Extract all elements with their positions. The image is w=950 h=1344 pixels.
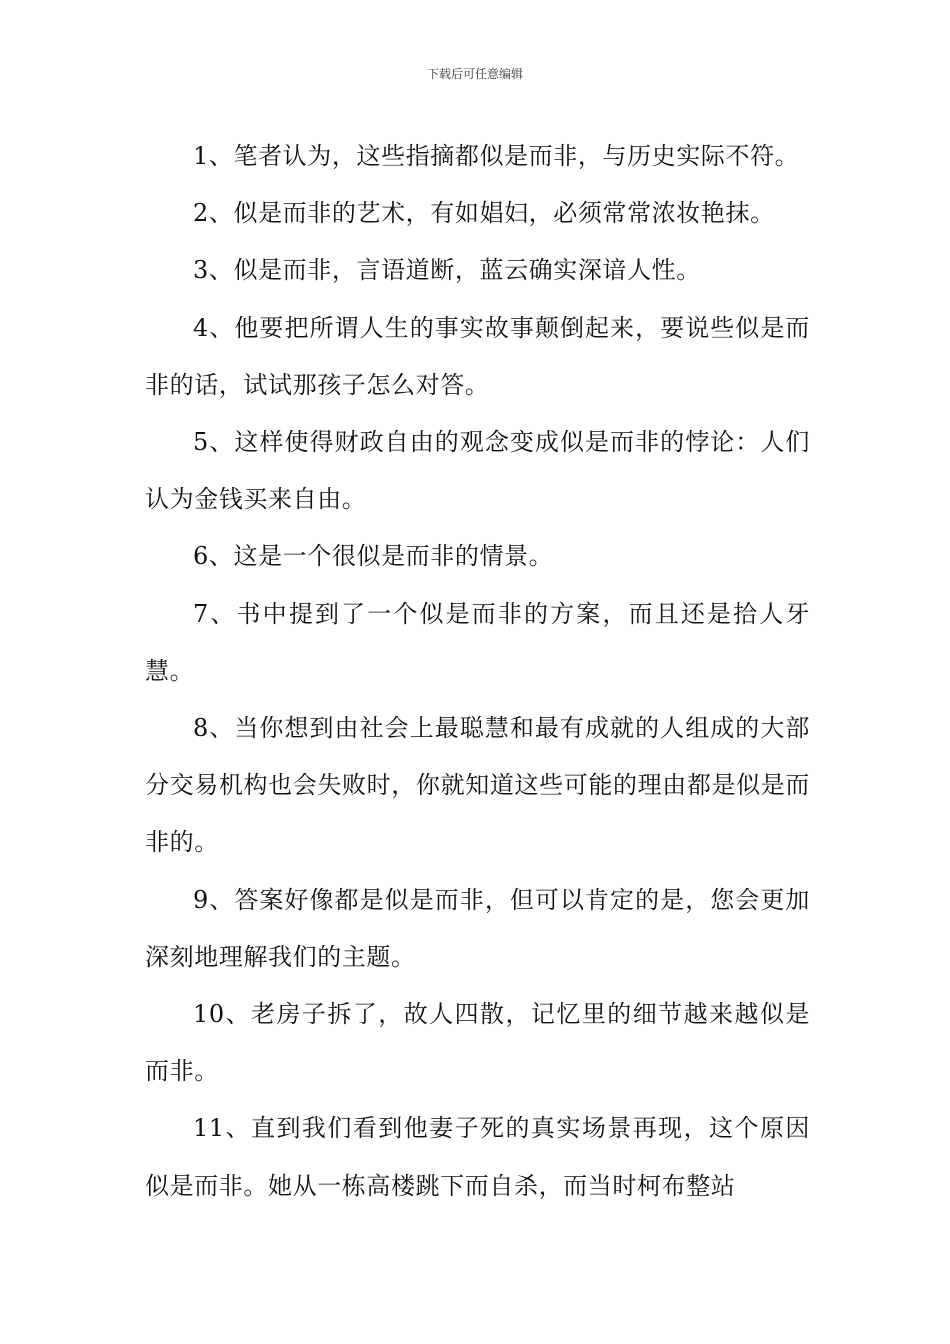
paragraph-8: 8、当你想到由社会上最聪慧和最有成就的人组成的大部分交易机构也会失败时，你就知道这些可能的理由都是似是而非的。: [145, 714, 810, 857]
paragraph-9: 9、答案好像都是似是而非，但可以肯定的是，您会更加深刻地理解我们的主题。: [145, 885, 810, 971]
paragraph-3: 3、似是而非，言语道断，蓝云确实深谙人性。: [193, 256, 701, 285]
paragraph-4: 4、他要把所谓人生的事实故事颠倒起来，要说些似是而非的话，试试那孩子怎么对答。: [145, 313, 810, 399]
page-header: 下载后可任意编辑: [426, 67, 523, 81]
paragraph-7: 7、书中提到了一个似是而非的方案，而且还是拾人牙慧。: [145, 599, 810, 685]
paragraph-10: 10、老房子拆了，故人四散，记忆里的细节越来越似是而非。: [145, 1000, 810, 1086]
paragraph-5: 5、这样使得财政自由的观念变成似是而非的悖论：人们认为金钱买来自由。: [145, 428, 810, 514]
document-body: [145, 128, 810, 1215]
paragraph-2: 2、似是而非的艺术，有如娼妇，必须常常浓妆艳抹。: [193, 199, 775, 228]
paragraph-1: 1、笔者认为，这些指摘都似是而非，与历史实际不符。: [193, 142, 800, 170]
paragraph-6: 6、这是一个很似是而非的情景。: [193, 542, 554, 571]
paragraph-11: 11、直到我们看到他妻子死的真实场景再现，这个原因似是而非。她从一栋高楼跳下而自杀，而当时柯布整站: [145, 1114, 810, 1200]
